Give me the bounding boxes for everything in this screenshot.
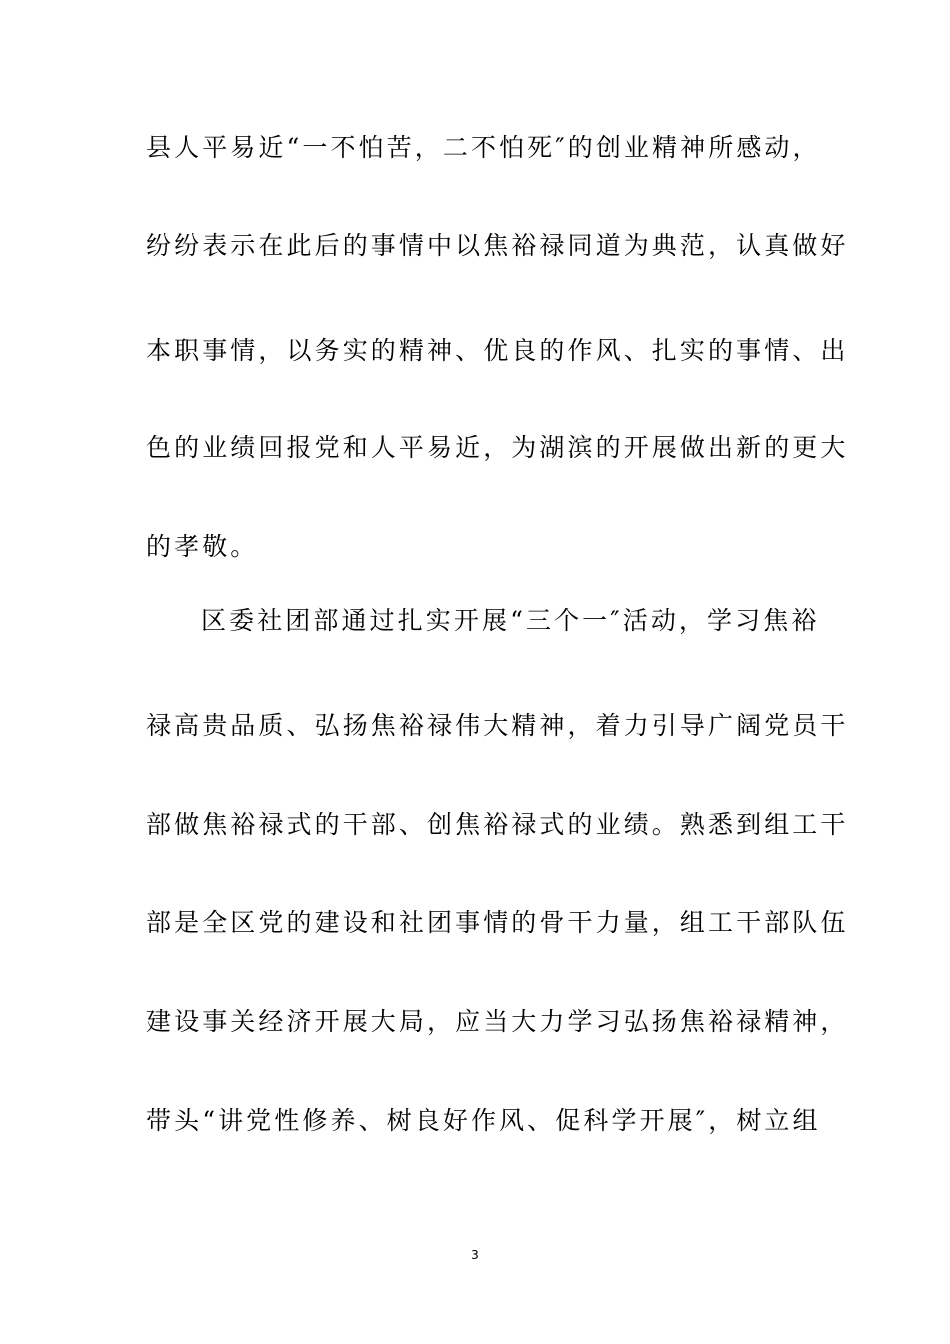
text-line: 部做焦裕禄式的干部、创焦裕禄式的业绩。熟悉到组工干	[146, 810, 849, 839]
text-line: 部是全区党的建设和社团事情的骨干力量，组工干部队伍	[146, 908, 849, 937]
text-line: 建设事关经济开展大局，应当大力学习弘扬焦裕禄精神，	[146, 1007, 849, 1036]
page-number: 3	[471, 1248, 479, 1262]
text-line: 纷纷表示在此后的事情中以焦裕禄同道为典范，认真做好	[146, 231, 849, 260]
text-line: 的孝敬。	[146, 532, 259, 561]
text-line: 带头“讲党性修养、树良好作风、促科学开展″，树立组	[146, 1106, 821, 1135]
text-line: 县人平易近“一不怕苦，二不怕死″的创业精神所感动，	[146, 133, 821, 162]
text-line: 本职事情，以务实的精神、优良的作风、扎实的事情、出	[146, 336, 849, 365]
text-line: 禄高贵品质、弘扬焦裕禄伟大精神，着力引导广阔党员干	[146, 711, 849, 740]
paragraph-first-line: 区委社团部通过扎实开展“三个一″活动，学习焦裕	[201, 606, 820, 635]
text-line: 色的业绩回报党和人平易近，为湖滨的开展做出新的更大	[146, 433, 849, 462]
